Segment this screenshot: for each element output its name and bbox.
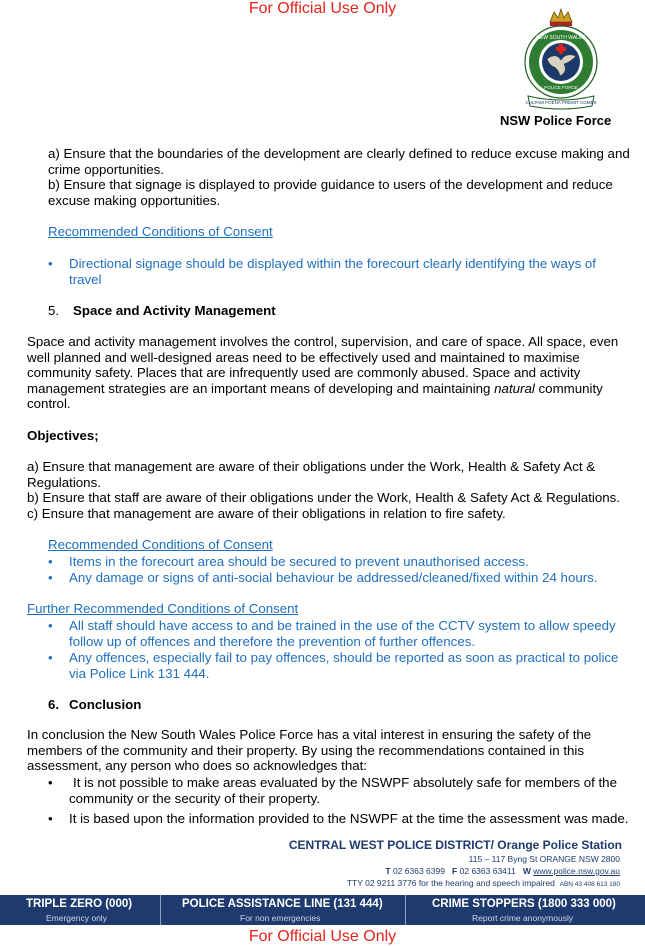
footer-district: CENTRAL WEST POLICE DISTRICT/ Orange Police Station bbox=[288, 838, 622, 852]
footer-hotline-bar bbox=[0, 895, 645, 925]
bullet-icon: • bbox=[48, 618, 53, 633]
natural-emphasis: natural bbox=[494, 380, 535, 396]
footer-fax: 02 6363 63411 bbox=[459, 866, 516, 876]
official-use-banner: For Official Use Only bbox=[248, 0, 397, 17]
objective-b: b) Ensure that signage is displayed to provide guidance to users of the development and reduce excuse making opportunities. bbox=[48, 177, 613, 208]
hotline-sub-crimestoppers: Report crime anonymously bbox=[472, 913, 574, 923]
bullet-icon: • bbox=[48, 570, 53, 585]
section5-number: 5. bbox=[48, 303, 60, 318]
hotline-sub-pal: For non emergencies bbox=[240, 913, 321, 923]
objective2-a: a) Ensure that management are aware of their obligations under the Work, Health & Safety Act & Regulations. bbox=[27, 459, 596, 490]
hotline-sub-000: Emergency only bbox=[46, 913, 107, 923]
org-name: NSW Police Force bbox=[500, 113, 612, 128]
section6-number: 6. bbox=[48, 697, 60, 712]
footer-contact-line: T 02 6363 6399 F 02 6363 63411 W www.police.nsw.gov.au bbox=[385, 866, 620, 876]
rec-conditions-heading-1[interactable]: Recommended Conditions of Consent bbox=[48, 224, 273, 239]
bullet-icon: • bbox=[48, 775, 53, 790]
crown-icon bbox=[550, 9, 572, 26]
objective2-c: c) Ensure that management are aware of their obligations in relation to fire safety. bbox=[27, 506, 506, 521]
logo-ring-text-top: NEW SOUTH WALES bbox=[536, 35, 586, 41]
bullet-icon: • bbox=[48, 811, 53, 826]
bullet-icon: • bbox=[48, 554, 53, 569]
footer-web-link[interactable]: www.police.nsw.gov.au bbox=[533, 866, 620, 876]
footer-address: 115 – 117 Byng St ORANGE NSW 2800 bbox=[468, 854, 620, 864]
objectives-label: Objectives; bbox=[27, 428, 99, 443]
logo-ring-text-bottom: POLICE FORCE bbox=[544, 85, 578, 90]
bullet-icon: • bbox=[48, 256, 53, 271]
footer-phone: 02 6363 6399 bbox=[392, 866, 445, 876]
hotline-title-crimestoppers: CRIME STOPPERS (1800 333 000) bbox=[432, 898, 616, 910]
bullet-icon: • bbox=[48, 650, 53, 665]
further-conditions-heading[interactable]: Further Recommended Conditions of Consent bbox=[27, 601, 299, 616]
section5-title: Space and Activity Management bbox=[73, 303, 276, 318]
objective-a: a) Ensure that the boundaries of the development are clearly defined to reduce excuse making and crime opportunities. bbox=[48, 146, 630, 177]
hotline-title-000: TRIPLE ZERO (000) bbox=[26, 898, 133, 910]
footer-tty: TTY 02 9211 3776 for the hearing and speech impaired bbox=[346, 878, 555, 888]
rec-conditions-heading-2[interactable]: Recommended Conditions of Consent bbox=[48, 537, 273, 552]
footer-abn: ABN 43 408 613 180 bbox=[559, 881, 620, 888]
divider bbox=[160, 895, 161, 925]
footer-tty-line bbox=[347, 878, 620, 888]
objective2-b: b) Ensure that staff are aware of their obligations under the Work, Health & Safety Act & Regulations. bbox=[27, 490, 621, 505]
nsw-police-crest-logo bbox=[516, 4, 606, 112]
section5-paragraph: Space and activity management involves the control, supervision, and care of space. All space, even well planned and well-designed areas need to be effectively used and maintained to maximise community safety. Places that are infrequently used are commonly abused. Space and activity management strategies are an important means of developing and maintaining natural community control. bbox=[27, 334, 619, 411]
conclusion-paragraph: In conclusion the New South Wales Police Force has a vital interest in ensuring the safety of the members of the community and their property. By using the recommendations contained in this assessment, any person who does so acknowledges that: bbox=[27, 727, 592, 773]
hotline-title-pal: POLICE ASSISTANCE LINE (131 444) bbox=[182, 898, 383, 910]
divider bbox=[405, 895, 406, 925]
section6-title: Conclusion bbox=[69, 697, 142, 712]
official-use-footer: For Official Use Only bbox=[248, 928, 397, 945]
logo-motto-text: CULPAM POENA PREMIT COMES bbox=[525, 100, 597, 105]
